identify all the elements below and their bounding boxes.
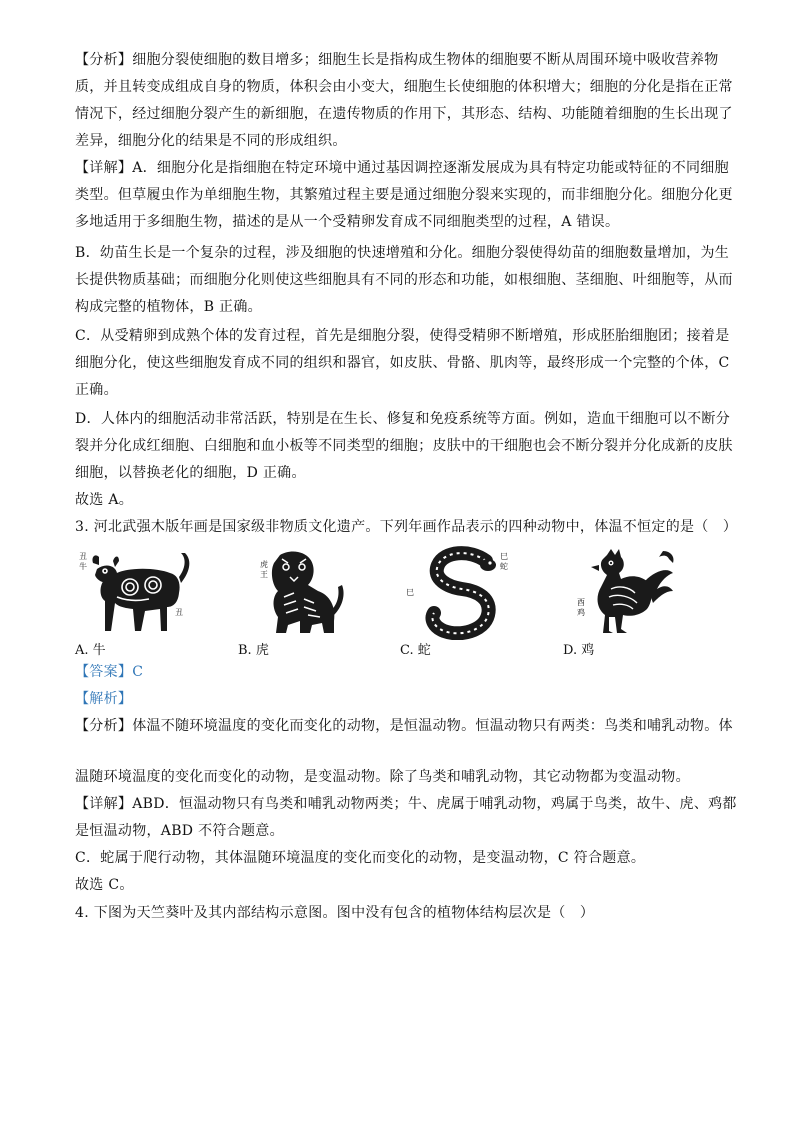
tiger-woodcut-icon bbox=[238, 545, 358, 640]
rooster-woodcut-icon bbox=[563, 545, 683, 640]
q2-detail-line: 多地适用于多细胞生物，描述的是从一个受精卵发育成不同细胞类型的过程，A 错误。 bbox=[75, 214, 620, 230]
q3-animal-options bbox=[75, 545, 725, 660]
ox-woodcut-icon bbox=[75, 545, 195, 640]
q2-detail-line: 正确。 bbox=[75, 382, 118, 398]
q2-analysis-line: 【分析】细胞分裂使细胞的数目增多；细胞生长是指构成生物体的细胞要不断从周围环境中吸收营养物 bbox=[75, 52, 719, 68]
svg-text:酉: 酉 bbox=[577, 598, 585, 607]
q2-analysis-line: 差异，细胞分化的结果是不同的形成组织。 bbox=[75, 133, 347, 149]
option-b-label: B. 虎 bbox=[238, 643, 269, 658]
q3-parse-heading: 【解析】 bbox=[75, 691, 133, 707]
q2-detail-line: 构成完整的植物体，B 正确。 bbox=[75, 299, 262, 315]
q2-detail-line: 细胞，以替换老化的细胞，D 正确。 bbox=[75, 465, 306, 481]
q2-detail-line: 长提供物质基础；而细胞分化则使这些细胞具有不同的形态和功能，如根细胞、茎细胞、叶细胞等，从而 bbox=[75, 272, 733, 288]
q2-detail-line: C．从受精卵到成熟个体的发育过程，首先是细胞分裂，使得受精卵不断增殖，形成胚胎细胞团；接着是 bbox=[75, 328, 730, 344]
q3-detail-line: C．蛇属于爬行动物，其体温随环境温度的变化而变化的动物，是变温动物，C 符合题意。 bbox=[75, 850, 646, 866]
q2-detail-line: B．幼苗生长是一个复杂的过程，涉及细胞的快速增殖和分化。细胞分裂使得幼苗的细胞数量增加，为生 bbox=[75, 245, 730, 261]
svg-text:巳: 巳 bbox=[500, 552, 508, 561]
option-c-label: C. 蛇 bbox=[400, 643, 431, 658]
svg-text:丑: 丑 bbox=[79, 552, 87, 561]
svg-text:鸡: 鸡 bbox=[577, 608, 585, 617]
snake-woodcut-icon bbox=[400, 545, 520, 640]
option-c bbox=[400, 545, 530, 660]
q4-stem: 4. 下图为天竺葵叶及其内部结构示意图。图中没有包含的植物体结构层次是（ ） bbox=[75, 905, 595, 921]
q2-detail-line: D．人体内的细胞活动非常活跃，特别是在生长、修复和免疫系统等方面。例如，造血干细胞可以不断分 bbox=[75, 411, 731, 427]
option-a-label: A. 牛 bbox=[75, 643, 106, 658]
svg-text:巳: 巳 bbox=[406, 588, 414, 597]
option-a bbox=[75, 545, 205, 660]
svg-text:虎: 虎 bbox=[260, 560, 268, 569]
q3-choose: 故选 C。 bbox=[75, 877, 134, 893]
q3-answer: 【答案】C bbox=[75, 664, 144, 680]
option-d bbox=[563, 545, 693, 660]
svg-text:丑: 丑 bbox=[175, 608, 183, 617]
q3-detail-line: 是恒温动物，ABD 不符合题意。 bbox=[75, 823, 284, 839]
q2-detail-line: 细胞分化，使这些细胞发育成不同的组织和器官，如皮肤、骨骼、肌肉等，最终形成一个完整的个体，C bbox=[75, 355, 730, 371]
svg-text:蛇: 蛇 bbox=[500, 562, 508, 571]
q2-detail-line: 裂并分化成红细胞、白细胞和血小板等不同类型的细胞；皮肤中的干细胞也会不断分裂并分化成新的皮肤 bbox=[75, 438, 733, 454]
q3-stem: 3. 河北武强木版年画是国家级非物质文化遗产。下列年画作品表示的四种动物中，体温不恒定的是（ ） bbox=[75, 519, 738, 535]
option-d-label: D. 鸡 bbox=[563, 643, 595, 658]
q2-analysis-line: 质，并且转变成组成自身的物质，体积会由小变大，细胞生长使细胞的体积增大；细胞的分化是指在正常 bbox=[75, 79, 733, 95]
q3-analysis-line: 【分析】体温不随环境温度的变化而变化的动物，是恒温动物。恒温动物只有两类：鸟类和哺乳动物。体 bbox=[75, 718, 733, 734]
svg-text:牛: 牛 bbox=[79, 562, 87, 571]
svg-text:王: 王 bbox=[260, 570, 268, 579]
q3-detail-line: 【详解】ABD．恒温动物只有鸟类和哺乳动物两类；牛、虎属于哺乳动物，鸡属于鸟类，故牛、虎、鸡都 bbox=[75, 796, 737, 812]
q2-analysis-line: 情况下，经过细胞分裂产生的新细胞，在遗传物质的作用下，其形态、结构、功能随着细胞的生长出现了 bbox=[75, 106, 733, 122]
q2-choose: 故选 A。 bbox=[75, 492, 134, 508]
q3-analysis-line: 温随环境温度的变化而变化的动物，是变温动物。除了鸟类和哺乳动物，其它动物都为变温动物。 bbox=[75, 769, 690, 785]
q2-detail-line: 类型。但草履虫作为单细胞生物，其繁殖过程主要是通过细胞分裂来实现的，而非细胞分化。细胞分化更 bbox=[75, 187, 733, 203]
option-b bbox=[238, 545, 368, 660]
q2-detail-line: 【详解】A．细胞分化是指细胞在特定环境中通过基因调控逐渐发展成为具有特定功能或特征的不同细胞 bbox=[75, 160, 729, 176]
